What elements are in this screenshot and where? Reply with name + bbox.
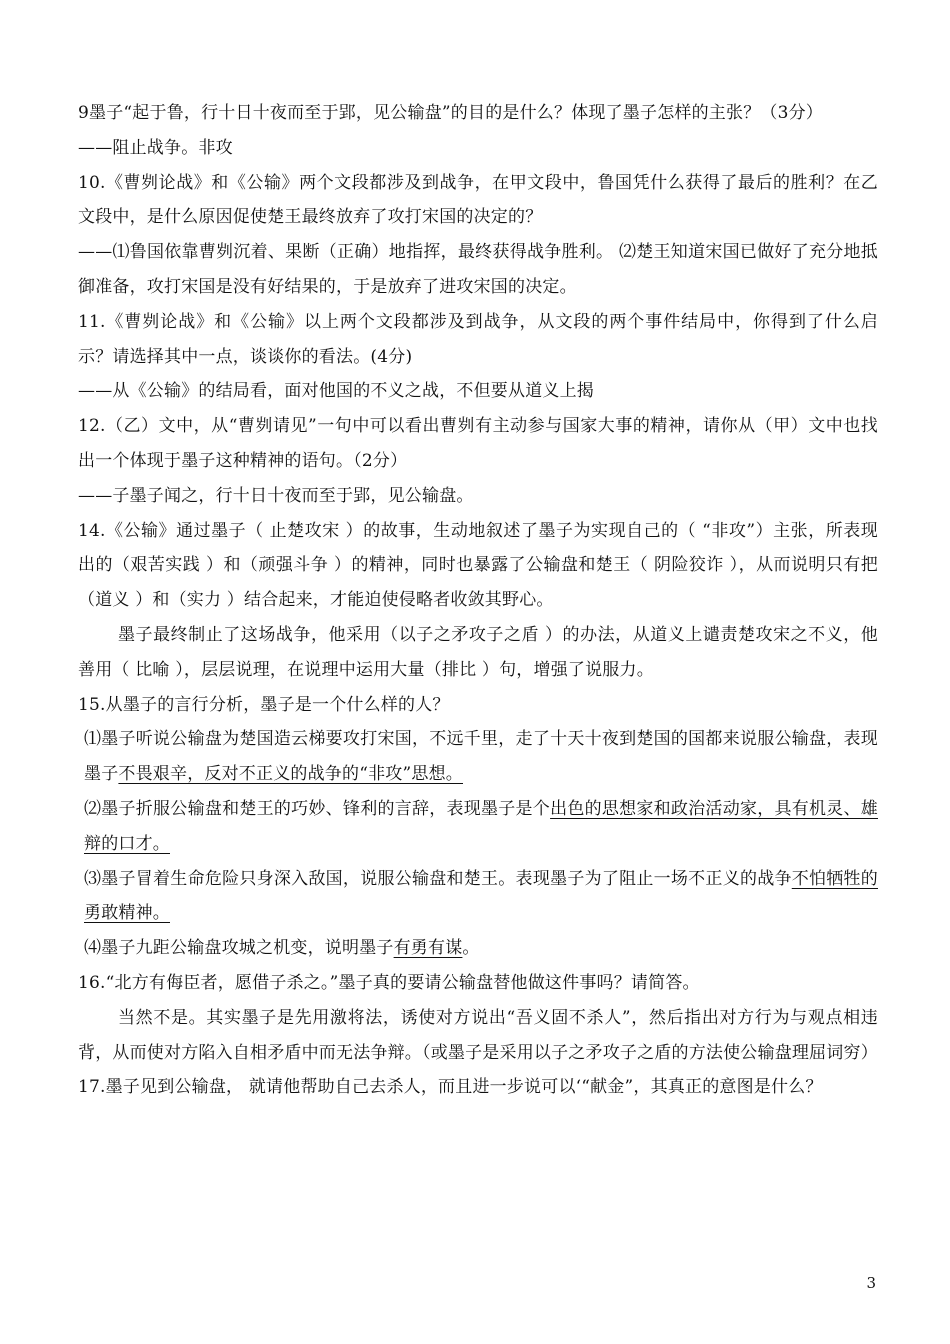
- q10-question: 10.《曹刿论战》和《公输》两个文段都涉及到战争，在甲文段中，鲁国凭什么获得了最后的胜利？在乙文段中，是什么原因促使楚王最终放弃了攻打宋国的决定的？: [78, 172, 878, 228]
- document-body: [78, 96, 878, 1105]
- q15-item-1-text: ⑴墨子听说公输盘为楚国造云梯要攻打宋国，不远千里，走了十天十夜到楚国的国都来说服公输盘，表现墨子: [84, 729, 878, 785]
- q11-question: 11.《曹刿论战》和《公输》以上两个文段都涉及到战争，从文段的两个事件结局中，你得到了什么启示？请选择其中一点，谈谈你的看法。(4分): [78, 311, 878, 367]
- q15-item-4-underlined: 有勇有谋: [393, 938, 463, 959]
- q15-item-3: [78, 862, 878, 932]
- q15-item-3-text: ⑶墨子冒着生命危险只身深入敌国，说服公输盘和楚王。表现墨子为了阻止一场不正义的战争: [84, 868, 792, 889]
- q16-answer: 当然不是。其实墨子是先用激将法，诱使对方说出“吾义固不杀人”，然后指出对方行为与观点相违背，从而使对方陷入自相矛盾中而无法争辩。（或墨子是采用以子之矛攻子之盾的方法使公输盘理屈词穷）: [78, 1007, 878, 1063]
- q9-answer: ——阻止战争。非攻: [78, 137, 233, 158]
- q15-item-1-underlined: 不畏艰辛，反对不正义的战争的“非攻”思想。: [118, 764, 463, 785]
- q11-answer: ——从《公输》的结局看，面对他国的不义之战，不但要从道义上揭: [78, 381, 594, 402]
- q15-item-2: [78, 792, 878, 862]
- q10-answer: ——⑴鲁国依靠曹刿沉着、果断（正确）地指挥，最终获得战争胜利。 ⑵楚王知道宋国已做好了充分地抵御准备，攻打宋国是没有好结果的，于是放弃了进攻宋国的决定。: [78, 242, 878, 297]
- q15-item-4-text: ⑷墨子九距公输盘攻城之机变，说明墨子: [84, 938, 394, 959]
- q15-item-4: [78, 931, 878, 966]
- q14-paragraph-2: 墨子最终制止了这场战争，他采用（以子之矛攻子之盾 ）的办法，从道义上谴责楚攻宋之不义，他善用（ 比喻 ），层层说理，在说理中运用大量（排比 ）句，增强了说服力。: [78, 624, 878, 680]
- q9-question: 9墨子“起于鲁，行十日十夜而至于郢，见公输盘”的目的是什么？体现了墨子怎样的主张？（3分）: [78, 103, 824, 123]
- q15-item-3-underlined: 不怕牺牲的勇敢精神。: [84, 868, 878, 924]
- q15-item-2-underlined: 出色的思想家和政治活动家，具有机灵、雄辩的口才。: [84, 798, 878, 854]
- q15-question: 15.从墨子的言行分析，墨子是一个什么样的人？: [78, 694, 450, 715]
- q12-answer: ——子墨子闻之，行十日十夜而至于郢，见公输盘。: [78, 485, 474, 506]
- page-number: 3: [866, 1274, 876, 1292]
- q12-question: 12.（乙）文中，从“曹刿请见”一句中可以看出曹刿有主动参与国家大事的精神，请你从（甲）文中也找出一个体现于墨子这种精神的语句。（2分）: [78, 416, 878, 471]
- q15-item-4-end: 。: [462, 938, 480, 959]
- q15-item-1: [78, 722, 878, 792]
- q16-question: 16.“北方有侮臣者，愿借子杀之。”墨子真的要请公输盘替他做这件事吗？请简答。: [78, 972, 700, 993]
- q14-text: 14.《公输》通过墨子（ 止楚攻宋 ）的故事，生动地叙述了墨子为实现自己的（ “非攻”）主张，所表现出的（艰苦实践 ）和（顽强斗争 ）的精神，同时也暴露了公输盘和楚王（ 阴险狡诈 ），从而说明只有把（道义 ）和（实力 ）结合起来，才能迫使侵略者收敛其野心。: [78, 520, 878, 611]
- q15-item-2-text: ⑵墨子折服公输盘和楚王的巧妙、锋利的言辞，表现墨子是个: [84, 798, 551, 819]
- q17-question: 17.墨子见到公输盘， 就请他帮助自己去杀人，而且进一步说可以‘“献金”，其真正的意图是什么？: [78, 1077, 823, 1098]
